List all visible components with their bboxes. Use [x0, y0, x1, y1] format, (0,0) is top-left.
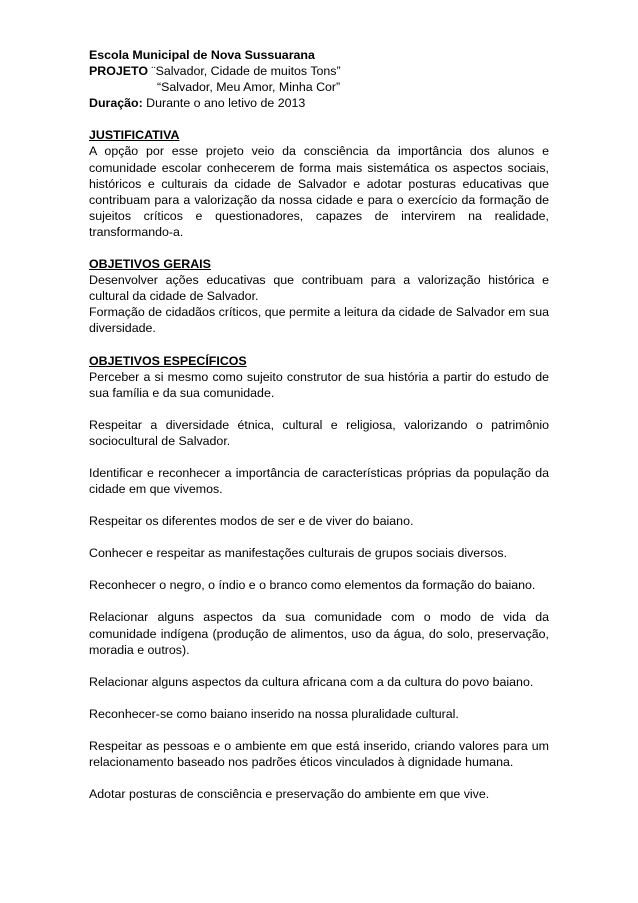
objetivo-especifico-11: Adotar posturas de consciência e preservação do ambiente em que vive. — [89, 787, 490, 802]
duration-value: Durante o ano letivo de 2013 — [142, 96, 306, 111]
objetivo-especifico-7: Relacionar alguns aspectos da sua comunidade com o modo de vida da comunidade indígena (produção de alimentos, uso da água, do solo, preservação, moradia e outros). — [89, 610, 549, 657]
justificativa-heading: JUSTIFICATIVA — [89, 128, 180, 143]
objetivo-especifico-1: Perceber a si mesmo como sujeito construtor de sua história a partir do estudo de sua família e da sua comunidade. — [89, 369, 549, 400]
document-page — [89, 47, 549, 802]
school-name: Escola Municipal de Nova Sussuarana — [89, 48, 315, 62]
objetivo-especifico-8: Relacionar alguns aspectos da cultura africana com a da cultura do povo baiano. — [89, 674, 534, 689]
duration-label: Duração: — [89, 96, 143, 111]
objetivos-gerais-heading: OBJETIVOS GERAIS — [89, 257, 211, 272]
objetivo-especifico-4: Respeitar os diferentes modos de ser e de viver do baiano. — [89, 514, 414, 529]
objetivo-especifico-3: Identificar e reconhecer a importância de características próprias da população da cidade em que vivemos. — [89, 465, 549, 497]
project-label: PROJETO — [89, 64, 148, 79]
objetivos-especificos-heading: OBJETIVOS ESPECÍFICOS — [89, 353, 247, 368]
objetivo-geral-1: Desenvolver ações educativas que contribuam para a valorização histórica e cultural da cidade de Salvador. — [89, 273, 549, 304]
objetivo-especifico-2: Respeitar a diversidade étnica, cultural e religiosa, valorizando o patrimônio sociocultural de Salvador. — [89, 417, 549, 448]
project-line — [89, 63, 549, 79]
objetivo-especifico-9: Reconhecer-se como baiano inserido na nossa pluralidade cultural. — [89, 706, 459, 721]
objetivo-especifico-6: Reconhecer o negro, o índio e o branco como elementos da formação do baiano. — [89, 578, 536, 593]
objetivo-geral-2: Formação de cidadãos críticos, que permite a leitura da cidade de Salvador em sua diversidade. — [89, 305, 549, 336]
project-title-1: ¨Salvador, Cidade de muitos Tons” — [151, 64, 341, 79]
objetivo-especifico-10: Respeitar as pessoas e o ambiente em que está inserido, criando valores para um relacionamento baseado nos padrões éticos vinculados à dignidade humana. — [89, 738, 549, 769]
objetivo-especifico-5: Conhecer e respeitar as manifestações culturais de grupos sociais diversos. — [89, 546, 508, 561]
justificativa-text: A opção por esse projeto veio da consciência da importância dos alunos e comunidade escolar conhecerem de forma mais sistemática os aspectos sociais, históricos e culturais da cidade de Salvador e adotar posturas educativas que contribuam para a valorização da nossa cidade e para o exercício da formação de sujeitos críticos e questionadores, capazes de intervirem na realidade, transformando-a. — [89, 144, 549, 239]
project-title-2: “Salvador, Meu Amor, Minha Cor” — [157, 80, 341, 95]
duration-line — [89, 95, 549, 111]
